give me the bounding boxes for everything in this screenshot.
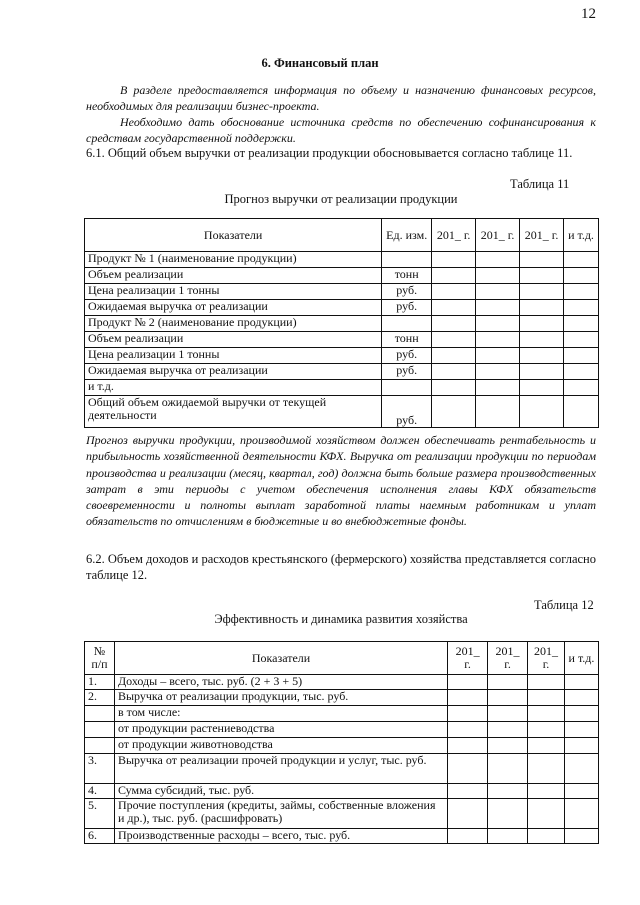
cell bbox=[488, 799, 528, 829]
cell bbox=[520, 332, 564, 348]
header-indicator: Показатели bbox=[114, 642, 447, 675]
row-number: 4. bbox=[85, 784, 115, 799]
row-number: 1. bbox=[85, 675, 115, 690]
cell bbox=[448, 675, 488, 690]
cell bbox=[564, 316, 599, 332]
cell bbox=[488, 738, 528, 754]
cell bbox=[432, 316, 476, 332]
cell bbox=[488, 722, 528, 738]
cell bbox=[520, 380, 564, 396]
cell bbox=[528, 754, 565, 784]
row-unit: тонн bbox=[382, 332, 432, 348]
row-unit bbox=[382, 380, 432, 396]
cell bbox=[448, 690, 488, 706]
cell bbox=[432, 380, 476, 396]
row-number bbox=[85, 706, 115, 722]
cell bbox=[564, 332, 599, 348]
header-year-2: 201_ г. bbox=[488, 642, 528, 675]
row-name: Выручка от реализации продукции, тыс. руб. bbox=[114, 690, 447, 706]
cell bbox=[520, 284, 564, 300]
cell bbox=[564, 754, 598, 784]
cell bbox=[528, 738, 565, 754]
row-name: Ожидаемая выручка от реализации bbox=[85, 364, 382, 380]
table-row bbox=[85, 284, 599, 300]
header-etc: и т.д. bbox=[564, 642, 598, 675]
table-12-label: Таблица 12 bbox=[534, 598, 594, 612]
row-name: Доходы – всего, тыс. руб. (2 + 3 + 5) bbox=[114, 675, 447, 690]
table-row bbox=[85, 722, 599, 738]
cell bbox=[564, 396, 599, 428]
cell bbox=[476, 284, 520, 300]
cell bbox=[488, 754, 528, 784]
table-row bbox=[85, 300, 599, 316]
cell bbox=[520, 316, 564, 332]
cell bbox=[488, 675, 528, 690]
row-number: 5. bbox=[85, 799, 115, 829]
row-name: Прочие поступления (кредиты, займы, собственные вложения и др.), тыс. руб. (расшифровать) bbox=[114, 799, 447, 829]
cell bbox=[528, 722, 565, 738]
cell bbox=[476, 268, 520, 284]
cell bbox=[564, 675, 598, 690]
row-name: от продукции растениеводства bbox=[114, 722, 447, 738]
row-name: в том числе: bbox=[114, 706, 447, 722]
header-year-3: 201_ г. bbox=[520, 219, 564, 252]
row-name: Объем реализации bbox=[85, 332, 382, 348]
cell bbox=[564, 722, 598, 738]
header-number: № п/п bbox=[85, 642, 115, 675]
row-name: Продукт № 2 (наименование продукции) bbox=[85, 316, 382, 332]
row-unit: руб. bbox=[382, 300, 432, 316]
row-name: Объем реализации bbox=[85, 268, 382, 284]
cell bbox=[528, 784, 565, 799]
cell bbox=[476, 380, 520, 396]
cell bbox=[448, 784, 488, 799]
row-name: и т.д. bbox=[85, 380, 382, 396]
table-row bbox=[85, 799, 599, 829]
table-header-row bbox=[85, 219, 599, 252]
header-year-3: 201_ г. bbox=[528, 642, 565, 675]
row-unit: тонн bbox=[382, 268, 432, 284]
row-number: 3. bbox=[85, 754, 115, 784]
cell bbox=[488, 706, 528, 722]
row-name: Выручка от реализации прочей продукции и услуг, тыс. руб. bbox=[114, 754, 447, 784]
row-unit bbox=[382, 316, 432, 332]
cell bbox=[520, 268, 564, 284]
row-name: от продукции животноводства bbox=[114, 738, 447, 754]
row-name: Цена реализации 1 тонны bbox=[85, 284, 382, 300]
table-row bbox=[85, 332, 599, 348]
cell bbox=[564, 784, 598, 799]
cell bbox=[520, 364, 564, 380]
cell bbox=[520, 396, 564, 428]
paragraph-6-2: 6.2. Объем доходов и расходов крестьянского (фермерского) хозяйства представляется согласно таблице 12. bbox=[86, 552, 596, 582]
cell bbox=[564, 268, 599, 284]
cell bbox=[564, 690, 598, 706]
row-number bbox=[85, 738, 115, 754]
cell bbox=[432, 396, 476, 428]
cell bbox=[476, 364, 520, 380]
intro-paragraph-1: В разделе предоставляется информация по объему и назначению финансовых ресурсов, необходимых для реализации бизнес-проекта. bbox=[86, 83, 596, 113]
cell bbox=[432, 284, 476, 300]
row-name: Продукт № 1 (наименование продукции) bbox=[85, 252, 382, 268]
cell bbox=[528, 706, 565, 722]
farm-efficiency-table bbox=[84, 641, 599, 844]
table-row bbox=[85, 675, 599, 690]
section-title: 6. Финансовый план bbox=[261, 56, 379, 70]
cell bbox=[564, 706, 598, 722]
page-number: 12 bbox=[581, 6, 596, 22]
table-row bbox=[85, 316, 599, 332]
cell bbox=[448, 706, 488, 722]
header-year-1: 201_ г. bbox=[432, 219, 476, 252]
cell bbox=[476, 300, 520, 316]
row-unit: руб. bbox=[382, 396, 432, 428]
cell bbox=[476, 396, 520, 428]
row-number bbox=[85, 722, 115, 738]
table-row bbox=[85, 784, 599, 799]
cell bbox=[520, 252, 564, 268]
table-12-title: Эффективность и динамика развития хозяйства bbox=[214, 612, 468, 626]
cell bbox=[488, 690, 528, 706]
row-unit bbox=[382, 252, 432, 268]
cell bbox=[432, 268, 476, 284]
cell bbox=[448, 754, 488, 784]
row-unit: руб. bbox=[382, 348, 432, 364]
table-row bbox=[85, 252, 599, 268]
header-unit: Ед. изм. bbox=[382, 219, 432, 252]
forecast-note: Прогноз выручки продукции, производимой хозяйством должен обеспечивать рентабельность и прибыльность хозяйственной деятельности КФХ. Выручка от реализации продукции по периодам производства и реализации (месяц, квартал, год) должна быть больше размера производственных затрат в эти периоды с учетом обеспечения исполнения главы КФХ обязательств своевременности и полноты выплат заработной платы наемным работникам и уплат обязательств по отчислениям в бюджетные и во внебюджетные фонды. bbox=[86, 433, 596, 529]
cell bbox=[448, 799, 488, 829]
cell bbox=[528, 690, 565, 706]
row-number: 6. bbox=[85, 829, 115, 844]
table-row bbox=[85, 268, 599, 284]
header-etc: и т.д. bbox=[564, 219, 599, 252]
cell bbox=[476, 348, 520, 364]
cell bbox=[432, 348, 476, 364]
table-row bbox=[85, 396, 599, 428]
table-row bbox=[85, 690, 599, 706]
intro-paragraph-2: Необходимо дать обоснование источника средств по обеспечению софинансирования к средствам государственной поддержки. bbox=[86, 115, 596, 145]
table-11-label: Таблица 11 bbox=[510, 177, 570, 191]
header-indicator: Показатели bbox=[85, 219, 382, 252]
row-number: 2. bbox=[85, 690, 115, 706]
cell bbox=[476, 252, 520, 268]
cell bbox=[564, 348, 599, 364]
cell bbox=[564, 300, 599, 316]
header-year-2: 201_ г. bbox=[476, 219, 520, 252]
cell bbox=[564, 738, 598, 754]
table-row bbox=[85, 738, 599, 754]
table-header-row bbox=[85, 642, 599, 675]
revenue-forecast-table bbox=[84, 218, 599, 428]
cell bbox=[564, 799, 598, 829]
cell bbox=[528, 675, 565, 690]
cell bbox=[476, 332, 520, 348]
header-year-1: 201_ г. bbox=[448, 642, 488, 675]
row-name: Общий объем ожидаемой выручки от текущей деятельности bbox=[85, 396, 382, 428]
row-name: Ожидаемая выручка от реализации bbox=[85, 300, 382, 316]
cell bbox=[564, 284, 599, 300]
cell bbox=[476, 316, 520, 332]
row-name: Цена реализации 1 тонны bbox=[85, 348, 382, 364]
cell bbox=[564, 829, 598, 844]
cell bbox=[432, 252, 476, 268]
cell bbox=[432, 332, 476, 348]
cell bbox=[564, 252, 599, 268]
table-row bbox=[85, 829, 599, 844]
cell bbox=[488, 784, 528, 799]
row-name: Сумма субсидий, тыс. руб. bbox=[114, 784, 447, 799]
cell bbox=[520, 300, 564, 316]
table-row bbox=[85, 364, 599, 380]
cell bbox=[448, 829, 488, 844]
row-name: Производственные расходы – всего, тыс. руб. bbox=[114, 829, 447, 844]
cell bbox=[432, 364, 476, 380]
cell bbox=[564, 380, 599, 396]
table-row bbox=[85, 380, 599, 396]
cell bbox=[448, 738, 488, 754]
table-row bbox=[85, 706, 599, 722]
cell bbox=[564, 364, 599, 380]
cell bbox=[520, 348, 564, 364]
row-unit: руб. bbox=[382, 284, 432, 300]
cell bbox=[528, 829, 565, 844]
table-11-title: Прогноз выручки от реализации продукции bbox=[224, 192, 458, 206]
row-unit: руб. bbox=[382, 364, 432, 380]
cell bbox=[488, 829, 528, 844]
table-row bbox=[85, 348, 599, 364]
paragraph-6-1: 6.1. Общий объем выручки от реализации продукции обосновывается согласно таблице 11. bbox=[86, 146, 573, 160]
cell bbox=[432, 300, 476, 316]
cell bbox=[528, 799, 565, 829]
cell bbox=[448, 722, 488, 738]
table-row bbox=[85, 754, 599, 784]
